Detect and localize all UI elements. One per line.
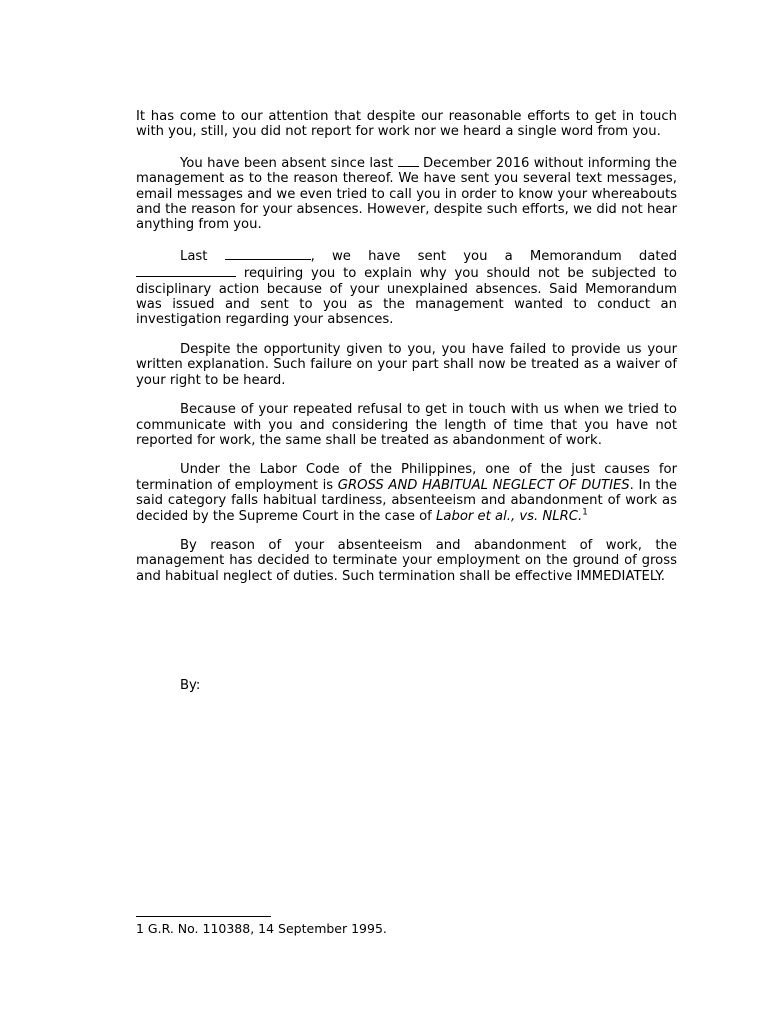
paragraph-attention-text: It has come to our attention that despite our reasonable efforts to get in touch with you, still, you did not report for work nor we heard a single word from you. [136, 109, 677, 140]
paragraph-opportunity-text: Despite the opportunity given to you, you have failed to provide us your written explanation. Such failure on your part shall now be treated as a waiver of your right to be heard. [136, 341, 677, 388]
letter-body [136, 109, 677, 598]
paragraph-memorandum-middle: , we have sent you a Memorandum dated [310, 248, 677, 264]
paragraph-refusal-text: Because of your repeated refusal to get in touch with us when we tried to communicate with you and considering the length of time that you have not reported for work, the same shall be treated as abandonment of work. [136, 402, 677, 448]
paragraph-opportunity [136, 342, 677, 388]
paragraph-termination [136, 538, 677, 584]
paragraph-absence-lead: You have been absent since last [180, 155, 394, 171]
paragraph-labor-code-lead: Under the Labor Code of the Philippines, one of the just causes for termination of employment is [136, 462, 677, 493]
footnote-reference: 1 [582, 507, 588, 518]
paragraph-attention [136, 109, 677, 140]
blank-sent-date [225, 247, 311, 260]
footnote-text: 1 G.R. No. 110388, 14 September 1995. [136, 921, 387, 936]
paragraph-memorandum [136, 247, 677, 328]
paragraph-labor-code [136, 462, 677, 524]
paragraph-memorandum-lead: Last [180, 248, 208, 264]
case-citation: Labor et al., vs. NLRC. [436, 508, 583, 524]
emphasis-gross-neglect: GROSS AND HABITUAL NEGLECT OF DUTIES [337, 477, 630, 493]
signature-by-label: By: [180, 678, 201, 693]
paragraph-refusal [136, 402, 677, 448]
blank-memorandum-date [136, 264, 236, 277]
paragraph-labor-code-middle: . In the said category falls habitual tardiness, absenteeism and abandonment of work as decided by the Supreme Court in the case of [136, 477, 677, 524]
paragraph-absence [136, 154, 677, 233]
paragraph-absence-rest: December 2016 without informing the management as to the reason thereof. We have sent you several text messages, email messages and we even tried to call you in order to know your whereabouts and the reason for your absences. However, despite such efforts, we did not hear anything from you. [136, 155, 677, 233]
blank-day [398, 154, 419, 167]
paragraph-termination-text: By reason of your absenteeism and abandonment of work, the management has decided to terminate your employment on the ground of gross and habitual neglect of duties. Such termination shall be effective IMMEDIATELY. [136, 537, 677, 584]
paragraph-memorandum-rest: requiring you to explain why you should not be subjected to disciplinary action because of your unexplained absences. Said Memorandum was issued and sent to you as the management wanted to conduct an investigation regarding your absences. [136, 266, 678, 328]
footnote-divider [136, 916, 271, 917]
